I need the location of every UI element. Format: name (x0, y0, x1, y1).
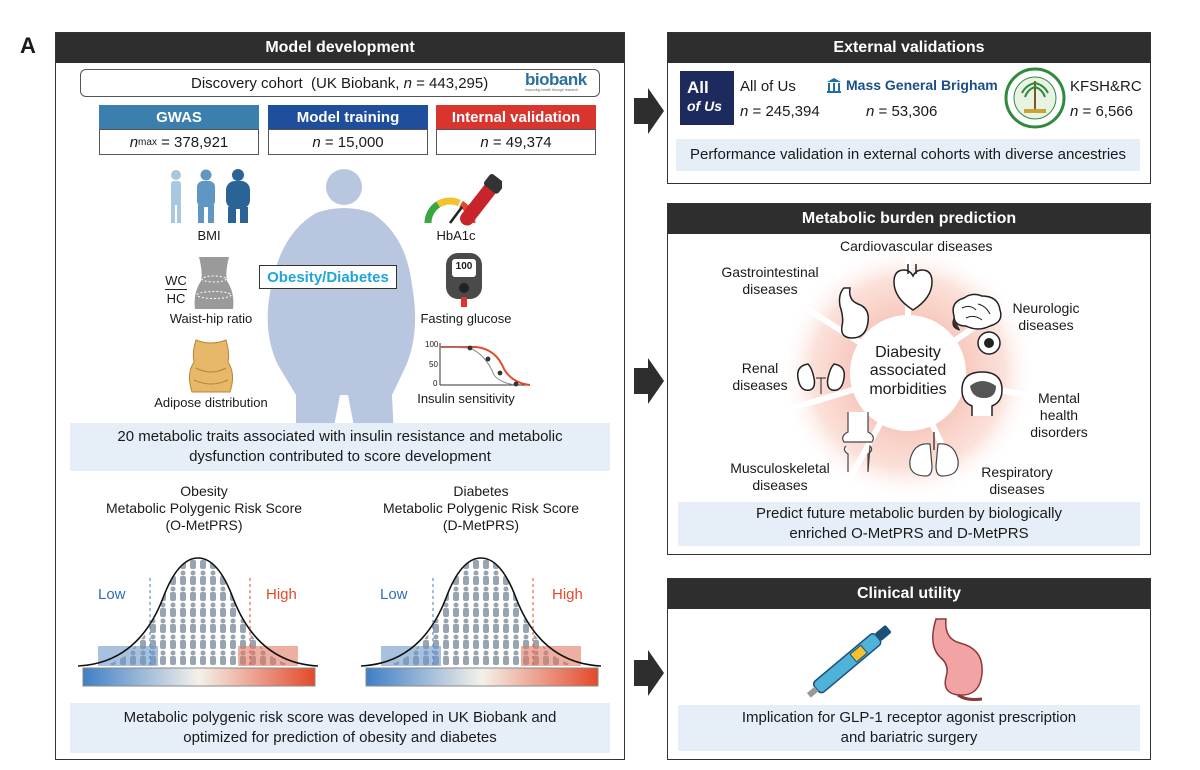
head-icon (958, 368, 1008, 420)
model-development-note: Metabolic polygenic risk score was developed in UK Biobank and optimized for prediction of obesity and diabetes (70, 703, 610, 753)
disease-mental-health: Mental health disorders (1030, 390, 1088, 440)
kfsh-seal-logo (1004, 67, 1066, 129)
brain-icon (948, 292, 1004, 334)
insulin-tick-0: 0 (433, 379, 438, 388)
glp1-pen-icon (796, 617, 906, 703)
disease-respiratory: Respiratory diseases (981, 464, 1053, 497)
o-metprs-distribution (78, 538, 318, 688)
model-training-header: Model training (268, 105, 428, 129)
clinical-utility-panel (667, 578, 1151, 760)
o-metprs-high-label: High (266, 586, 297, 603)
disease-neurologic: Neurologic diseases (1012, 300, 1080, 333)
fasting-glucose-label: Fasting glucose (420, 311, 512, 326)
lungs-icon (904, 430, 964, 480)
panel-letter: A (20, 33, 36, 58)
insulin-sensitivity-label: Insulin sensitivity (417, 391, 515, 406)
d-metprs-distribution (361, 538, 601, 688)
waist-torso-icon (191, 255, 237, 311)
insulin-sensitivity-chart (426, 339, 536, 389)
bmi-icon (164, 169, 254, 225)
gwas-value: n max = 378,921 (99, 129, 259, 155)
traits-note: 20 metabolic traits associated with insulin resistance and metabolic dysfunction contributed to score development (70, 423, 610, 471)
all-of-us-name: All of Us (740, 78, 796, 95)
o-metprs-title: Obesity Metabolic Polygenic Risk Score (O-MetPRS) (105, 483, 303, 533)
hba1c-label: HbA1c (436, 228, 476, 243)
mgb-building-icon (826, 77, 842, 93)
mgb-name: Mass General Brigham (846, 77, 998, 93)
heart-icon (890, 262, 936, 314)
external-validations-panel (667, 32, 1151, 184)
hba1c-icon (424, 173, 502, 233)
stomach-surgery-icon (926, 617, 996, 703)
clinical-utility-title: Clinical utility (668, 579, 1150, 609)
kfsh-n: n = 6,566 (1070, 103, 1133, 120)
arrow-to-external-validations (634, 88, 664, 134)
biobank-logo-tagline: Improving health through research (525, 88, 579, 92)
kfsh-name: KFSH&RC (1070, 78, 1142, 95)
wc-label: WC (165, 273, 187, 288)
biobank-logo (525, 70, 597, 94)
hc-label: HC (166, 291, 186, 306)
internal-validation-value: n = 49,374 (436, 129, 596, 155)
all-of-us-n: n = 245,394 (740, 103, 820, 120)
eye-icon (976, 330, 1002, 356)
external-validations-note: Performance validation in external cohorts with diverse ancestries (676, 139, 1140, 171)
external-validations-title: External validations (668, 33, 1150, 63)
disease-gastrointestinal: Gastrointestinal diseases (721, 264, 819, 297)
waist-hip-ratio-label: Waist-hip ratio (169, 311, 253, 326)
gwas-header: GWAS (99, 105, 259, 129)
morbidity-wheel-center-label: Diabesity associated morbidities (869, 344, 947, 398)
bmi-label: BMI (197, 228, 221, 243)
mgb-n: n = 53,306 (866, 103, 938, 120)
all-of-us-logo (680, 71, 734, 125)
biobank-logo-text: biobank (525, 70, 587, 89)
disease-musculoskeletal: Musculoskeletal diseases (730, 460, 830, 493)
all-of-us-logo-line2: of Us (687, 98, 722, 114)
stomach-icon (836, 286, 872, 340)
d-metprs-high-label: High (552, 586, 583, 603)
kidney-icon (794, 360, 848, 396)
internal-validation-header: Internal validation (436, 105, 596, 129)
all-of-us-logo-line1: All (687, 78, 709, 97)
glucose-meter-icon (444, 251, 484, 309)
disease-cardiovascular: Cardiovascular diseases (840, 238, 993, 254)
mgb-logo (826, 77, 998, 93)
glucose-meter-value: 100 (455, 261, 473, 272)
metabolic-burden-note: Predict future metabolic burden by biologically enriched O-MetPRS and D-MetPRS (678, 502, 1140, 546)
knee-joint-icon (836, 410, 880, 474)
d-metprs-title: Diabetes Metabolic Polygenic Risk Score (D-MetPRS) (382, 483, 580, 533)
insulin-tick-50: 50 (429, 360, 438, 369)
arrow-to-clinical-utility (634, 650, 664, 696)
model-development-title: Model development (56, 33, 624, 63)
adipose-torso-icon (186, 338, 236, 394)
metabolic-burden-panel (667, 203, 1151, 555)
o-metprs-low-label: Low (98, 586, 126, 603)
model-development-panel (55, 32, 625, 760)
discovery-cohort-text: Discovery cohort (UK Biobank, n = 443,295) (191, 75, 489, 92)
d-metprs-low-label: Low (380, 586, 408, 603)
obese-silhouette (256, 165, 426, 445)
adipose-distribution-label: Adipose distribution (154, 395, 268, 410)
metabolic-burden-title: Metabolic burden prediction (668, 204, 1150, 234)
insulin-tick-100: 100 (425, 340, 439, 349)
wc-hc-fraction-line (165, 289, 187, 290)
clinical-utility-note: Implication for GLP-1 receptor agonist prescription and bariatric surgery (678, 705, 1140, 751)
obesity-diabetes-label: Obesity/Diabetes (259, 265, 397, 289)
disease-renal: Renal diseases (732, 360, 788, 393)
discovery-cohort-box (80, 69, 600, 97)
arrow-to-metabolic-burden (634, 358, 664, 404)
model-training-value: n = 15,000 (268, 129, 428, 155)
